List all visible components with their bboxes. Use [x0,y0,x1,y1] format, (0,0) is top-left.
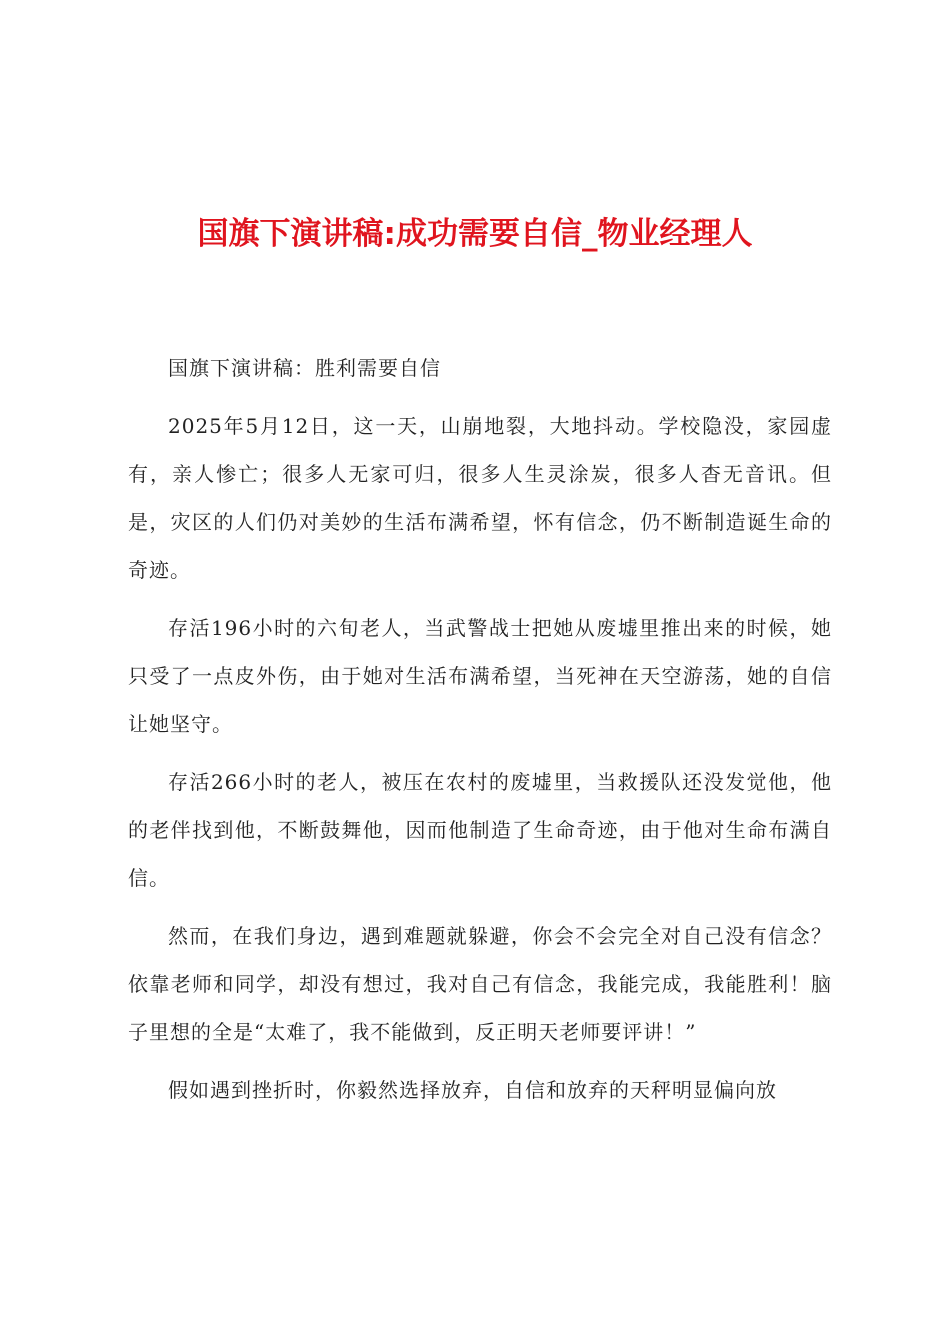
paragraph: 存活266小时的老人，被压在农村的废墟里，当救援队还没发觉他，他的老伴找到他，不断鼓舞他，因而他制造了生命奇迹，由于他对生命布满自信。 [128,770,832,890]
paragraph: 然而，在我们身边，遇到难题就躲避，你会不会完全对自己没有信念？依靠老师和同学，却没有想过，我对自己有信念，我能完成，我能胜利！脑子里想的全是“太难了，我不能做到，反正明天老师要评讲！” [128,924,832,1044]
paragraph-subtitle: 国旗下演讲稿：胜利需要自信 [168,356,441,380]
paragraph: 存活196小时的六旬老人，当武警战士把她从废墟里推出来的时候，她只受了一点皮外伤，由于她对生活布满希望，当死神在天空游荡，她的自信让她坚守。 [128,616,832,736]
document-body [128,344,832,1124]
paragraph: 假如遇到挫折时，你毅然选择放弃，自信和放弃的天秤明显偏向放 [168,1078,777,1102]
document-title: 国旗下演讲稿:成功需要自信_物业经理人 [197,216,753,252]
paragraph: 2025年5月12日，这一天，山崩地裂，大地抖动。学校隐没，家园虚有，亲人惨亡；很多人无家可归，很多人生灵涂炭，很多人杳无音讯。但是，灾区的人们仍对美妙的生活布满希望，怀有信念，仍不断制造诞生命的奇迹。 [128,414,832,582]
